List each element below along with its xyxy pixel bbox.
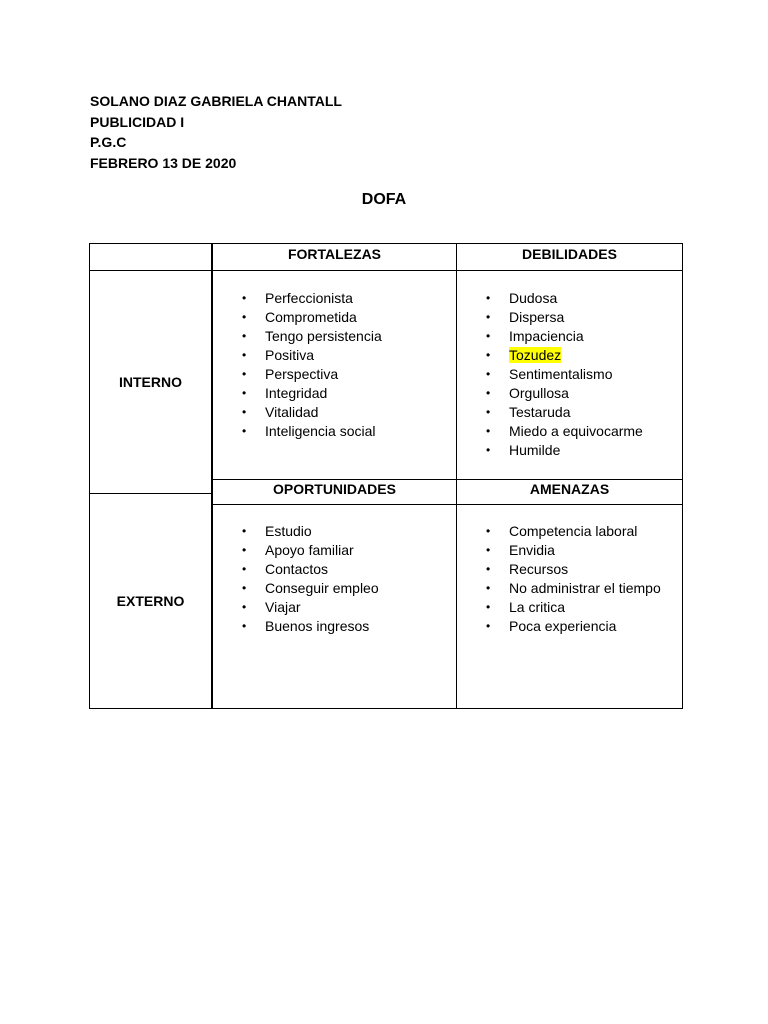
strength-item-text: Integridad [265,385,328,401]
weakness-item-text: Sentimentalismo [509,366,613,382]
strength-item-text: Perfeccionista [265,290,353,306]
strength-item-text: Comprometida [265,309,357,325]
strength-item [213,365,382,384]
opportunity-item-text: Buenos ingresos [265,618,370,634]
opportunity-item-text: Estudio [265,523,312,539]
bullet-icon: • [486,600,491,614]
weakness-item [457,441,643,460]
bullet-icon: • [242,424,247,438]
strength-item-text: Tengo persistencia [265,328,382,344]
weakness-item [457,327,643,346]
opportunity-item [213,579,379,598]
header-threats: AMENAZAS [456,479,683,505]
opportunity-item [213,522,379,541]
bullet-icon: • [486,443,491,457]
bullet-icon: • [242,543,247,557]
cell-threats [456,504,683,709]
corner-cell [89,243,212,271]
bullet-icon: • [486,291,491,305]
threat-item-text: Poca experiencia [509,618,617,634]
threat-item-text: Competencia laboral [509,523,638,539]
strength-item [213,289,382,308]
opportunity-item [213,541,379,560]
bullet-icon: • [242,619,247,633]
bullet-icon: • [486,367,491,381]
weakness-item-text: Dispersa [509,309,565,325]
opportunity-item-text: Apoyo familiar [265,542,354,558]
strength-item-text: Positiva [265,347,315,363]
strength-item [213,403,382,422]
bullet-icon: • [486,562,491,576]
document-header [90,91,342,173]
opportunity-item [213,560,379,579]
strength-item-text: Vitalidad [265,404,319,420]
weakness-item [457,384,643,403]
bullet-icon: • [242,367,247,381]
strength-item [213,308,382,327]
threat-item-text: No administrar el tiempo [509,580,661,596]
opportunities-list [213,522,379,636]
threats-list [457,522,661,636]
strengths-list [213,289,382,441]
weakness-item-text: Dudosa [509,290,558,306]
threat-item [457,522,661,541]
row-label-external-text: EXTERNO [116,593,185,609]
opportunity-item-text: Conseguir empleo [265,580,379,596]
weakness-item-text: Miedo a equivocarme [509,423,643,439]
row-label-internal [89,270,212,494]
bullet-icon: • [486,581,491,595]
bullet-icon: • [242,291,247,305]
weakness-item [457,422,643,441]
weakness-item-text: Impaciencia [509,328,584,344]
weakness-item-text: Testaruda [509,404,571,420]
header-weaknesses: DEBILIDADES [456,243,683,271]
opportunity-item [213,598,379,617]
threat-item-text: Envidia [509,542,555,558]
weakness-item-text: Tozudez [509,347,562,363]
weakness-item-text: Humilde [509,442,561,458]
cell-strengths [212,270,457,480]
bullet-icon: • [242,524,247,538]
bullet-icon: • [486,524,491,538]
bullet-icon: • [242,329,247,343]
opportunity-item-text: Viajar [265,599,301,615]
course-name: PUBLICIDAD I [90,113,185,130]
bullet-icon: • [242,562,247,576]
weakness-item [457,403,643,422]
document-date: FEBRERO 13 DE 2020 [90,154,237,171]
bullet-icon: • [242,386,247,400]
strength-item-text: Inteligencia social [265,423,376,439]
bullet-icon: • [486,329,491,343]
author-name: SOLANO DIAZ GABRIELA CHANTALL [90,93,342,109]
header-opportunities: OPORTUNIDADES [212,479,457,505]
threat-item [457,598,661,617]
bullet-icon: • [486,310,491,324]
threat-item [457,579,661,598]
cell-weaknesses [456,270,683,480]
bullet-icon: • [242,348,247,362]
strength-item-text: Perspectiva [265,366,339,382]
opportunity-item-text: Contactos [265,561,329,577]
strength-item [213,422,382,441]
weakness-item [457,289,643,308]
bullet-icon: • [242,405,247,419]
weakness-item [457,308,643,327]
weakness-item [457,365,643,384]
threat-item-text: La critica [509,599,566,615]
opportunity-item [213,617,379,636]
strength-item [213,346,382,365]
bullet-icon: • [486,348,491,362]
threat-item [457,541,661,560]
bullet-icon: • [486,405,491,419]
bullet-icon: • [486,424,491,438]
bullet-icon: • [242,310,247,324]
page-title: DOFA [361,191,407,208]
header-strengths: FORTALEZAS [212,243,457,271]
weakness-item [457,346,643,365]
threat-item [457,617,661,636]
bullet-icon: • [486,619,491,633]
threat-item [457,560,661,579]
weaknesses-list [457,289,643,460]
program-code: P.G.C [90,134,127,150]
row-label-external [89,493,212,709]
bullet-icon: • [486,386,491,400]
strength-item [213,327,382,346]
bullet-icon: • [242,600,247,614]
threat-item-text: Recursos [509,561,569,577]
weakness-item-text: Orgullosa [509,385,569,401]
bullet-icon: • [486,543,491,557]
bullet-icon: • [242,581,247,595]
row-label-internal-text: INTERNO [119,374,182,390]
strength-item [213,384,382,403]
cell-opportunities [212,504,457,709]
